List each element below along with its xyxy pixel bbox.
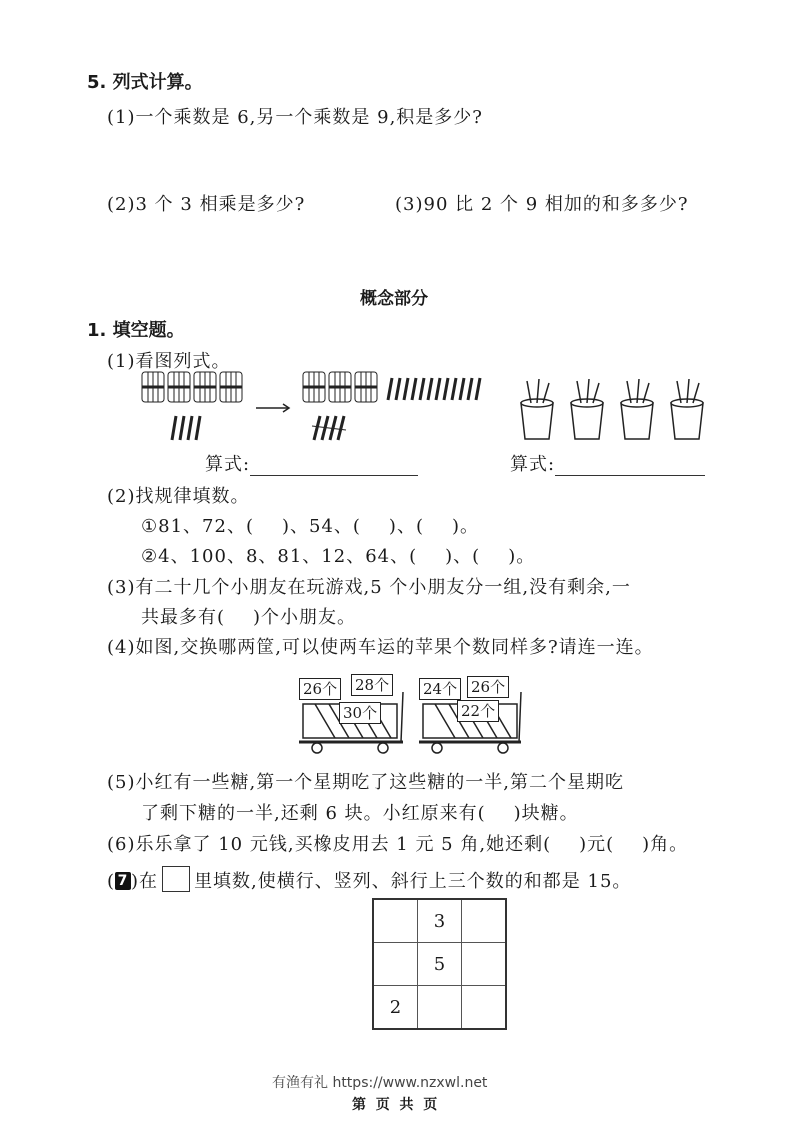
q3-part: )个小朋友。 — [253, 607, 357, 628]
apple-carts-figure — [295, 672, 525, 757]
cart2-basket-tag[interactable]: 24个 — [419, 678, 461, 700]
question-5-2: (2)3 个 3 相乘是多少? — [107, 194, 306, 215]
cart2-basket-tag[interactable]: 26个 — [467, 676, 509, 698]
formula-left — [205, 450, 418, 476]
pencil-cup — [671, 379, 703, 439]
arrow — [256, 404, 289, 412]
stick-bundles-figure — [140, 370, 500, 450]
pattern-a-part: )。 — [451, 516, 479, 537]
question-1-3-line1: (3)有二十几个小朋友在玩游戏,5 个小朋友分一组,没有剩余,一 — [107, 577, 631, 598]
pencil-cups-figure — [515, 375, 715, 445]
magic-square-grid — [372, 898, 507, 1030]
question-1-7 — [107, 866, 631, 893]
q3-part: 共最多有( — [141, 607, 226, 628]
question-1-4: (4)如图,交换哪两筐,可以使两车运的苹果个数同样多?请连一连。 — [107, 637, 654, 658]
cart2-basket-tag[interactable]: 22个 — [457, 700, 499, 722]
pattern-b-part: ②4、100、8、81、12、64、( — [141, 546, 418, 567]
grid-cell[interactable] — [462, 899, 507, 943]
pattern-a-part: ①81、72、( — [141, 516, 254, 537]
pattern-a-part: )、( — [388, 516, 424, 537]
empty-box-symbol — [162, 866, 190, 892]
pattern-a-part: )、54、( — [281, 516, 361, 537]
q5-part: 了剩下糖的一半,还剩 6 块。小红原来有( — [141, 803, 486, 824]
watermark-text: 有渔有礼 https://www.nzxwl.net — [272, 1075, 488, 1091]
q6-part: )角。 — [642, 834, 689, 855]
q7-part: 里填数,使横行、竖列、斜行上三个数的和都是 15。 — [194, 871, 632, 892]
grid-cell[interactable] — [418, 986, 462, 1030]
concept-heading: 概念部分 — [360, 289, 428, 309]
section-5-title: 5. 列式计算。 — [87, 72, 203, 93]
pencil-cup — [571, 379, 603, 439]
question-1-6 — [107, 830, 688, 856]
question-1-1: (1)看图列式。 — [107, 351, 231, 372]
grid-cell[interactable] — [462, 986, 507, 1030]
q5-part: )块糖。 — [513, 803, 579, 824]
grid-cell: 3 — [418, 899, 462, 943]
question-5-1: (1)一个乘数是 6,另一个乘数是 9,积是多少? — [107, 107, 483, 128]
pencil-cup — [621, 379, 653, 439]
grid-cell[interactable] — [373, 899, 418, 943]
cart1-basket-tag[interactable]: 30个 — [339, 702, 381, 724]
pattern-b-part: )、( — [445, 546, 481, 567]
question-1-3-line2 — [141, 603, 356, 629]
grid-cell[interactable] — [462, 943, 507, 986]
q6-part: )元( — [579, 834, 615, 855]
pencil-cup — [521, 379, 553, 439]
grid-cell[interactable] — [373, 943, 418, 986]
question-5-3: (3)90 比 2 个 9 相加的和多多少? — [395, 194, 689, 215]
pattern-a — [141, 512, 479, 538]
bundle-group-right — [303, 372, 480, 440]
formula-label: 算式: — [510, 454, 556, 475]
grid-cell: 5 — [418, 943, 462, 986]
cart1-basket-tag[interactable]: 28个 — [351, 674, 393, 696]
formula-answer-line[interactable] — [555, 475, 705, 476]
q6-part: (6)乐乐拿了 10 元钱,买橡皮用去 1 元 5 角,她还剩( — [107, 834, 552, 855]
grid-cell: 2 — [373, 986, 418, 1030]
formula-right — [510, 450, 705, 476]
page-number: 第 页 共 页 — [352, 1097, 438, 1113]
q7-part: ( — [107, 871, 116, 892]
formula-label: 算式: — [205, 454, 251, 475]
question-1-2: (2)找规律填数。 — [107, 486, 250, 507]
pattern-b-part: )。 — [508, 546, 536, 567]
pattern-b — [141, 542, 535, 568]
bundle-group-left — [142, 372, 242, 440]
challenge-number-badge: 7 — [115, 872, 131, 890]
question-1-5-line2 — [141, 799, 579, 825]
question-1-5-line1: (5)小红有一些糖,第一个星期吃了这些糖的一半,第二个星期吃 — [107, 772, 624, 793]
fill-blank-title: 1. 填空题。 — [87, 320, 185, 341]
formula-answer-line[interactable] — [250, 475, 418, 476]
q7-part: )在 — [131, 871, 159, 892]
cart1-basket-tag[interactable]: 26个 — [299, 678, 341, 700]
